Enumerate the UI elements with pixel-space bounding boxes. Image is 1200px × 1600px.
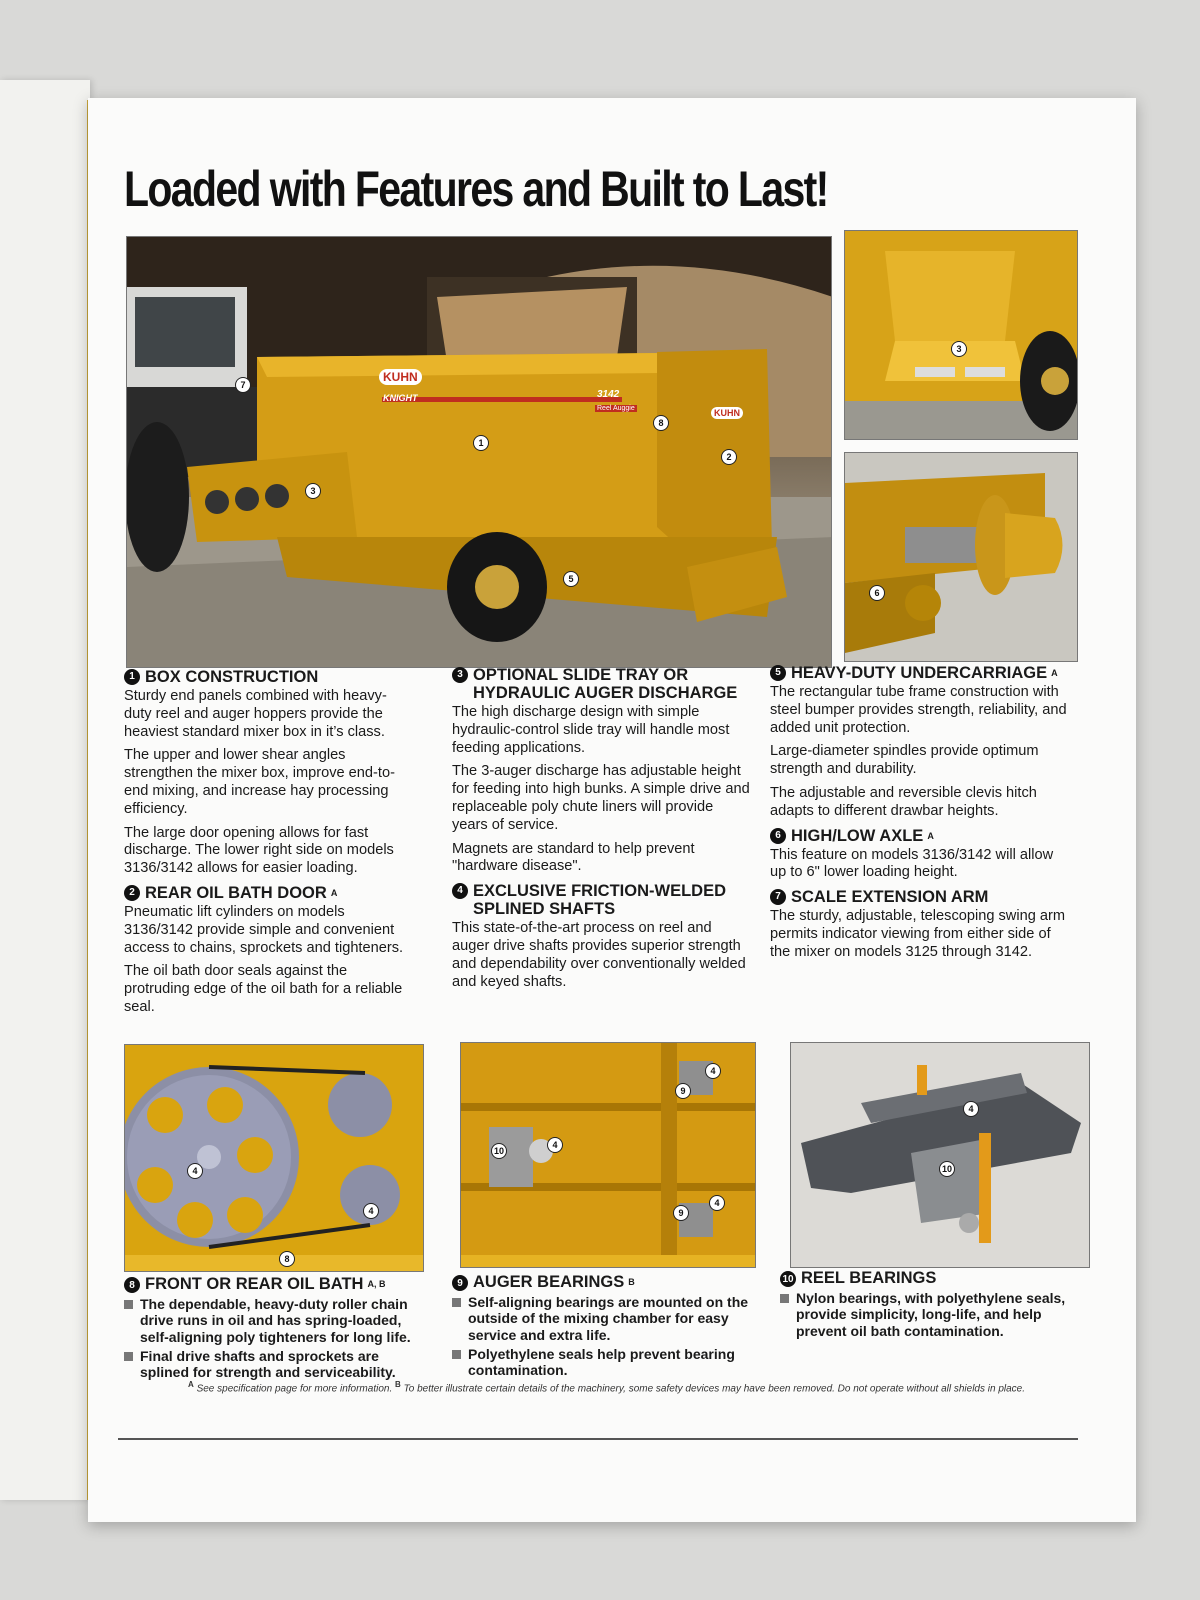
marker-4: 4: [363, 1203, 379, 1219]
heading-auger-bearings: 9 AUGER BEARINGS B: [452, 1274, 758, 1292]
marker-4: 4: [187, 1163, 203, 1179]
bullet-square-icon: [452, 1350, 461, 1359]
reel-bearings-text: [780, 1270, 1080, 1340]
bullet-number-icon: 8: [124, 1277, 140, 1293]
heading-scale-arm: 7 SCALE EXTENSION ARM: [770, 888, 1070, 906]
bullet-square-icon: [780, 1294, 789, 1303]
paragraph: Pneumatic lift cylinders on models 3136/3142 provide simple and convenient access to chains, sprockets and tighteners.: [124, 903, 404, 956]
bullet-number-icon: 4: [452, 883, 468, 899]
paragraph: The upper and lower shear angles strengthen the mixer box, improve end-to-end mixing, and increase hay processing efficiency.: [124, 747, 395, 817]
marker-1: 1: [473, 435, 489, 451]
bullet-square-icon: [124, 1352, 133, 1361]
knight-logo: KNIGHT: [383, 393, 418, 403]
bottom-rule: [118, 1438, 1078, 1440]
bullet-square-icon: [124, 1300, 133, 1309]
auger-bearings-text: [452, 1274, 758, 1379]
heading-oil-bath: 8 FRONT OR REAR OIL BATH A, B: [124, 1276, 424, 1294]
marker-3: 3: [305, 483, 321, 499]
marker-9: 9: [675, 1083, 691, 1099]
paragraph: Large-diameter spindles provide optimum strength and durability.: [770, 743, 1039, 778]
paragraph: The adjustable and reversible clevis hitch adapts to different drawbar heights.: [770, 784, 1037, 819]
photo-axle: [844, 452, 1078, 662]
marker-7: 7: [235, 377, 251, 393]
bullet-number-icon: 6: [770, 828, 786, 844]
marker-10: 10: [491, 1143, 507, 1159]
hero-photo-mixer: [126, 236, 832, 668]
paragraph: Sturdy end panels combined with heavy-duty reel and auger hoppers provide the heaviest standard mixer box in it’s class.: [124, 688, 387, 740]
heading-box-construction: 1 BOX CONSTRUCTION: [124, 668, 414, 686]
marker-4: 4: [705, 1063, 721, 1079]
paragraph: This feature on models 3136/3142 will allow up to 6" lower loading height.: [770, 846, 1054, 881]
heading-rear-oil-bath-door: 2 REAR OIL BATH DOOR A: [124, 884, 414, 902]
left-page-edge: [0, 80, 90, 1500]
paragraph: Magnets are standard to help prevent "hardware disease".: [452, 840, 695, 875]
paragraph: The oil bath door seals against the protruding edge of the oil bath for a reliable seal.: [124, 963, 403, 1015]
heading-splined-shafts: 4 EXCLUSIVE FRICTION-WELDED SPLINED SHAFTS: [452, 882, 752, 918]
marker-10: 10: [939, 1161, 955, 1177]
marker-3-side: 3: [951, 341, 967, 357]
marker-9: 9: [673, 1205, 689, 1221]
column-1: [124, 666, 414, 1023]
paragraph: The sturdy, adjustable, telescoping swing arm permits indicator viewing from either side of the mixer on models 3125 through 3142.: [770, 908, 1065, 960]
photo-slide-tray: [844, 230, 1078, 440]
paragraph: This state-of-the-art process on reel and auger drive shafts provides superior strength and dependability over conventionally welded and keyed shafts.: [452, 920, 746, 990]
kuhn-logo: KUHN: [379, 369, 422, 385]
bullet-number-icon: 7: [770, 889, 786, 905]
reel-decal: Reel Auggie: [597, 405, 635, 412]
footnote: $^A$ See specification page for more information. $^B$ To better illustrate certain details of the machinery, some safety devices may have been removed. Do not operate without all shields in place.: [188, 1380, 1026, 1395]
oil-bath-text: [124, 1276, 424, 1381]
paragraph: The high discharge design with simple hydraulic-control slide tray will handle most feeding applications.: [452, 704, 730, 756]
page-title: Loaded with Features and Built to Last!: [124, 161, 828, 217]
marker-8-bath: 8: [279, 1251, 295, 1267]
paragraph: The rectangular tube frame construction with steel bumper provides strength, reliability, and added unit protection.: [770, 684, 1067, 736]
photo-reel-bearings: [790, 1042, 1090, 1268]
bullet-number-icon: 10: [780, 1271, 796, 1287]
heading-high-low-axle: 6 HIGH/LOW AXLE A: [770, 827, 1070, 845]
marker-6: 6: [869, 585, 885, 601]
marker-5: 5: [563, 571, 579, 587]
column-3: [770, 662, 1070, 968]
photo-oil-bath: [124, 1044, 424, 1272]
brochure-page: [88, 98, 1136, 1522]
bullet-number-icon: 5: [770, 665, 786, 681]
photo-auger-bearings: [460, 1042, 756, 1268]
paragraph: The 3-auger discharge has adjustable height for feeding into high bunks. A simple drive and replaceable poly chute liners will provide years of service.: [452, 763, 750, 833]
paragraph: The large door opening allows for fast discharge. The lower right side on models 3136/3142 allows for easier loading.: [124, 824, 394, 877]
marker-4: 4: [709, 1195, 725, 1211]
marker-4: 4: [547, 1137, 563, 1153]
heading-reel-bearings: 10 REEL BEARINGS: [780, 1270, 1080, 1288]
marker-4: 4: [963, 1101, 979, 1117]
bullet-square-icon: [452, 1298, 461, 1307]
heading-slide-tray: 3 OPTIONAL SLIDE TRAY OR HYDRAULIC AUGER DISCHARGE: [452, 666, 752, 702]
bullet-item: Self-aligning bearings are mounted on the outside of the mixing chamber for easy service and extra life.: [452, 1294, 758, 1344]
bullet-number-icon: 9: [452, 1275, 468, 1291]
kuhn-logo-rear: KUHN: [711, 407, 743, 419]
column-2: [452, 664, 752, 997]
bullet-item: Nylon bearings, with polyethylene seals, provide simplicity, long-life, and help prevent oil bath contamination.: [780, 1290, 1080, 1340]
bullet-number-icon: 2: [124, 885, 140, 901]
bullet-number-icon: 3: [452, 667, 468, 683]
model-decal: 3142: [597, 389, 620, 400]
marker-2: 2: [721, 449, 737, 465]
marker-8: 8: [653, 415, 669, 431]
bullet-item: The dependable, heavy-duty roller chain drive runs in oil and has spring-loaded, self-aligning poly tighteners for long life.: [124, 1296, 424, 1346]
bullet-item: Polyethylene seals help prevent bearing contamination.: [452, 1346, 758, 1379]
bullet-number-icon: 1: [124, 669, 140, 685]
heading-undercarriage: 5 HEAVY-DUTY UNDERCARRIAGE A: [770, 664, 1070, 682]
bullet-item: Final drive shafts and sprockets are splined for strength and serviceability.: [124, 1348, 424, 1381]
